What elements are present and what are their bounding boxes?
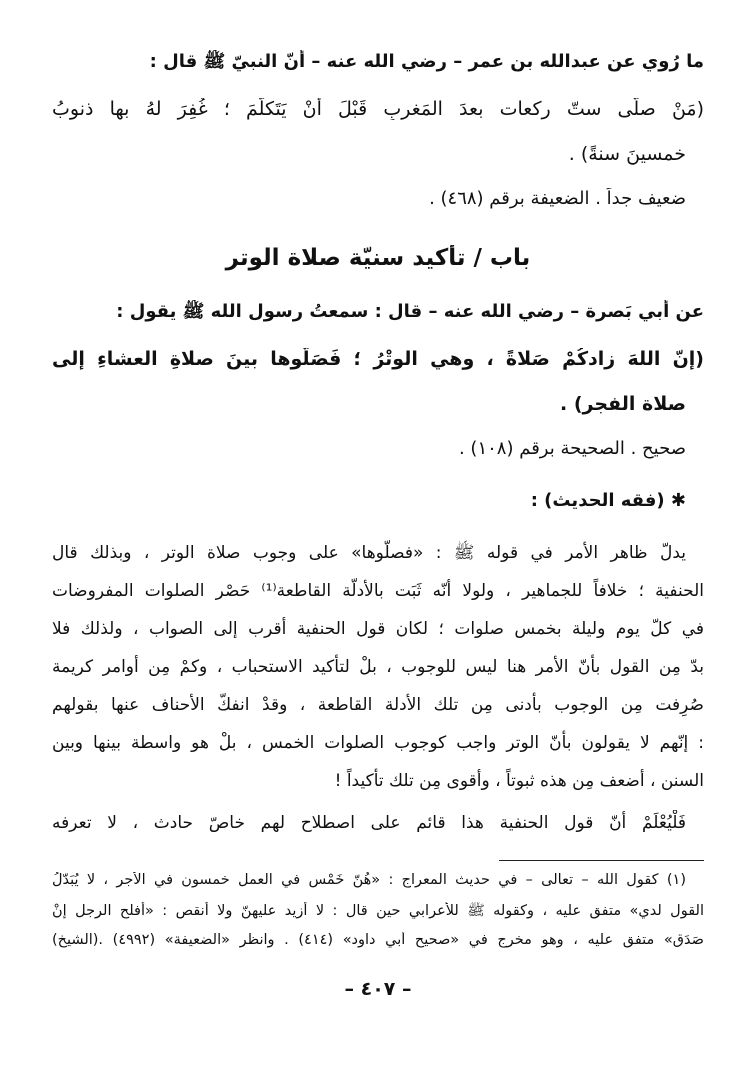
fiqh-line-4: بدّ مِن القول بأنّ الأمر هنا ليس للوجوب ، بلْ لتأكيد الاستحباب ، وكمْ مِن أوامر كريمة — [52, 657, 704, 677]
hadith1-grading: ضعيف جداً . الضعيفة برقم (٤٦٨) . — [429, 188, 686, 209]
fiqh-line-5: صُرِفت مِن الوجوب بأدنى مِن تلك الأدلة القاطعة ، وقدْ انفكّ الأحناف عنها بقولهم — [52, 695, 704, 715]
fiqh-line-1: يدلّ ظاهر الأمر في قوله ﷺ : «فصلّوها» على وجوب صلاة الوتر ، وبذلك قال — [52, 543, 686, 563]
footnote-line-3: صَدَق» متفق عليه ، وهو مخرج في «صحيح أبي داود» (٤١٤) . وانظر «الضعيفة» (٤٩٩٢) .(الشيخ) — [52, 932, 704, 948]
book-page — [52, 40, 704, 1050]
hadith1-text-line1: (مَنْ صلّى ستّ ركعات بعدَ المَغرِبِ قَبْلَ أنْ يَتَكلّمَ ؛ غُفِرَ لهُ بها ذنوبُ — [52, 98, 704, 120]
fiqh-line-8: فَلْيُعْلَمْ أنّ قول الحنفية هذا قائم على اصطلاح لهم خاصّ حادث ، لا تعرفه — [52, 813, 686, 833]
fiqh-heading: ✱ (فقه الحديث) : — [530, 490, 686, 511]
hadith2-grading: صحيح . الصحيحة برقم (١٠٨) . — [458, 438, 686, 459]
footnote-line-1: (١) كقول الله – تعالى – في حديث المعراج : «هُنّ خَمْس في العمل خمسون في الأجر ، لا يُبَدّلُ — [52, 872, 686, 888]
hadith2-intro: عن أبي بَصرة – رضي الله عنه – قال : سمعتُ رسول الله ﷺ يقول : — [116, 301, 704, 322]
hadith2-text-line2: صلاة الفجرِ) . — [560, 393, 686, 415]
fiqh-line-7: السنن ، أضعف مِن هذه ثبوتاً ، وأقوى مِن تلك تأكيداً ! — [334, 771, 704, 791]
page-number: – ٤٠٧ – — [344, 978, 412, 1000]
hadith1-intro: ما رُوي عن عبدالله بن عمر – رضي الله عنه – أنّ النبيّ ﷺ قال : — [149, 51, 704, 72]
fiqh-line-3: في كلّ يوم وليلة بخمس صلوات ؛ لكان قول الحنفية أقرب إلى الصواب ، ولذلك فلا — [52, 619, 704, 639]
footnote-line-2: القول لدي» متفق عليه ، وكقوله ﷺ للأعرابي حين قال : لا أزيد عليهنّ ولا أنقص : «أفلح الرجل إنْ — [52, 903, 704, 919]
footnote-separator — [499, 860, 704, 861]
fiqh-line-6: : إنّهم لا يقولون بأنّ الوتر واجب كوجوب الصلوات الخمس ، بلْ هو واسطة بينها وبين — [52, 733, 704, 753]
hadith2-text-line1: (إنّ اللهَ زادكُمْ صَلاةً ، وهي الوِتْرُ ؛ فَصَلّوها بينَ صلاةِ العشاءِ إلى — [52, 348, 704, 370]
fiqh-line-2: الحنفية ؛ خلافاً للجماهير ، ولولا أنّه ثَبَت بالأدلّة القاطعة⁽¹⁾ حَصْر الصلوات المفروضات — [52, 581, 704, 601]
hadith1-text-line2: خمسينَ سنةً) . — [568, 143, 686, 165]
chapter-title: باب / تأكيد سنيّة صلاة الوتر — [225, 245, 531, 271]
